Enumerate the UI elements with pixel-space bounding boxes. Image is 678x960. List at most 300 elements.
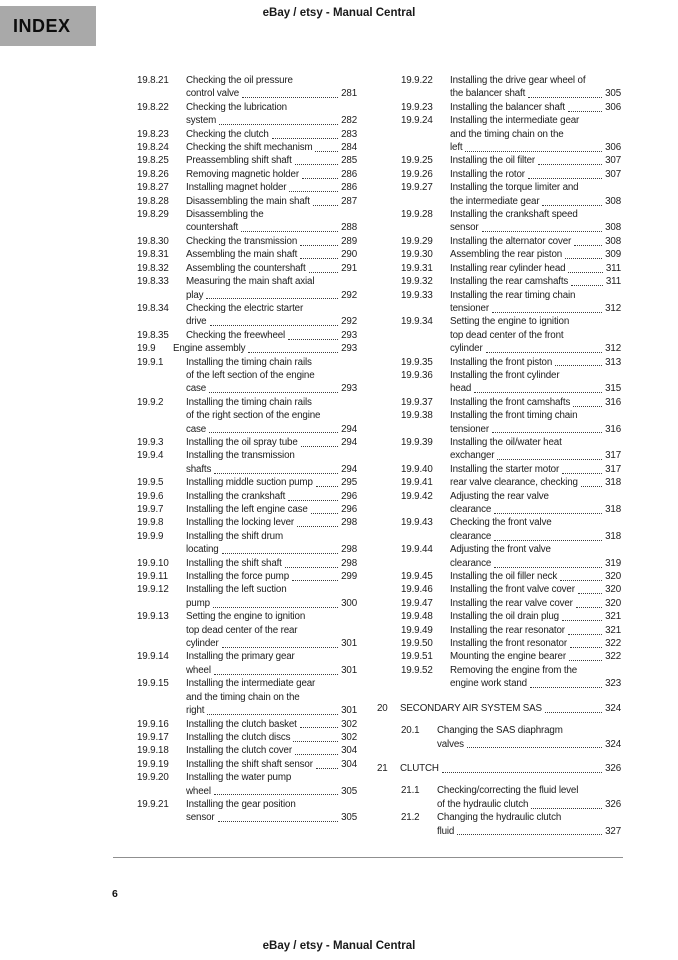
- toc-entry: [113, 610, 357, 650]
- toc-entry: [113, 718, 357, 731]
- toc-entry: [377, 262, 621, 275]
- toc-dot-leader: [562, 473, 602, 474]
- toc-entry-title-line: Installing the front cylinder: [450, 369, 560, 381]
- toc-entry-body: [437, 811, 621, 838]
- toc-entry-body: [450, 289, 621, 316]
- toc-entry-title: Installing the balancer shaft: [450, 101, 565, 113]
- toc-entry-title: the balancer shaft: [450, 88, 526, 100]
- toc-entry-page: 317: [605, 450, 621, 462]
- toc-dot-leader: [313, 205, 338, 206]
- toc-entry-title-line: and the timing chain on the: [186, 691, 300, 703]
- toc-entry-page: 295: [341, 477, 357, 489]
- toc-entry-title: CLUTCH: [400, 762, 439, 774]
- toc-entry-title: SECONDARY AIR SYSTEM SAS: [400, 702, 542, 714]
- toc-entry-last-line: [450, 342, 621, 355]
- toc-entry: [113, 476, 357, 489]
- toc-dot-leader: [292, 580, 338, 581]
- toc-entry-number: 19.9.24: [401, 115, 433, 127]
- toc-entry-number: 19.9.28: [401, 209, 433, 221]
- toc-entry: [377, 610, 621, 623]
- toc-entry-title-line: Installing the water pump: [186, 772, 292, 784]
- toc-entry-number: 19.9.6: [137, 490, 164, 502]
- toc-entry-body: [186, 677, 357, 717]
- toc-entry-last-line: [450, 476, 621, 489]
- toc-entry-title: Checking the shift mechanism: [186, 142, 313, 154]
- toc-entry: [377, 101, 621, 114]
- toc-entry-title: of the hydraulic clutch: [437, 798, 529, 810]
- toc-entry-body: [186, 396, 357, 436]
- toc-dot-leader: [570, 647, 602, 648]
- footer-rule: [113, 857, 623, 858]
- toc-entry-body: [186, 503, 357, 516]
- toc-entry-body: [450, 597, 621, 610]
- toc-entry-body: [186, 235, 357, 248]
- toc-entry-title: Installing middle suction pump: [186, 477, 313, 489]
- toc-entry-title: Installing the oil filler neck: [450, 571, 558, 583]
- toc-entry-number: 19.9.41: [401, 477, 433, 489]
- toc-entry-body: [450, 490, 621, 517]
- toc-entry-title-line: Installing the timing chain rails: [186, 396, 312, 408]
- toc-entry-body: [186, 141, 357, 154]
- toc-entry-title-line: of the left section of the engine: [186, 369, 315, 381]
- toc-entry: [377, 543, 621, 570]
- toc-dot-leader: [497, 459, 602, 460]
- toc-entry-page: 302: [341, 718, 357, 730]
- toc-entry-title: Checking the clutch: [186, 128, 269, 140]
- toc-entry-number: 19.8.27: [137, 182, 169, 194]
- toc-entry-page: 307: [605, 168, 621, 180]
- toc-entry: [377, 248, 621, 261]
- toc-entry-number: 19.9.1: [137, 356, 164, 368]
- toc-dot-leader: [302, 178, 338, 179]
- toc-entry-title: shafts: [186, 463, 212, 475]
- toc-dot-leader: [309, 272, 339, 273]
- toc-dot-leader: [222, 647, 339, 648]
- toc-entry-title: system: [186, 115, 217, 127]
- toc-dot-leader: [555, 365, 602, 366]
- toc-entry-body: [437, 784, 621, 811]
- toc-entry-page: 306: [605, 101, 621, 113]
- toc-entry: [377, 315, 621, 355]
- toc-entry-page: 285: [341, 155, 357, 167]
- toc-entry-last-line: [450, 624, 621, 637]
- toc-entry-number: 19.8.30: [137, 235, 169, 247]
- toc-entry: [377, 74, 621, 101]
- toc-dot-leader: [209, 432, 338, 433]
- toc-entry-page: 286: [341, 182, 357, 194]
- toc-dot-leader: [214, 473, 338, 474]
- toc-entry-body: [450, 436, 621, 463]
- toc-entry-body: [173, 342, 357, 355]
- toc-dot-leader: [213, 607, 338, 608]
- toc-dot-leader: [562, 620, 602, 621]
- toc-entry: [113, 677, 357, 717]
- toc-entry-page: 321: [605, 611, 621, 623]
- toc-entry: [113, 168, 357, 181]
- toc-entry-page: 320: [605, 597, 621, 609]
- toc-entry: [377, 490, 621, 517]
- toc-entry-number: 19.9.9: [137, 530, 164, 542]
- toc-entry-last-line: [186, 543, 357, 556]
- toc-dot-leader: [560, 580, 602, 581]
- toc-entry-number: 19.9.13: [137, 611, 169, 623]
- toc-entry-page: 324: [605, 738, 621, 750]
- toc-entry-body: [450, 650, 621, 663]
- toc-entry: [377, 724, 621, 751]
- toc-entry-last-line: [450, 503, 621, 516]
- toc-dot-leader: [214, 794, 338, 795]
- toc-entry-last-line: [186, 195, 357, 208]
- toc-entry: [113, 248, 357, 261]
- toc-entry-last-line: [186, 154, 357, 167]
- toc-entry-number: 19.9.5: [137, 477, 164, 489]
- toc-entry-last-line: [186, 87, 357, 100]
- toc-entry-title: Installing the rear valve cover: [450, 597, 573, 609]
- toc-entry: [113, 329, 357, 342]
- toc-entry-title: case: [186, 383, 207, 395]
- toc-entry-title: Assembling the countershaft: [186, 262, 306, 274]
- toc-entry-body: [186, 449, 357, 476]
- toc-entry-last-line: [437, 825, 621, 838]
- toc-dot-leader: [574, 245, 602, 246]
- toc-entry-number: 19.8.23: [137, 128, 169, 140]
- toc-entry-number: 21: [377, 762, 388, 774]
- toc-entry-number: 19.9.35: [401, 356, 433, 368]
- toc-entry-body: [186, 530, 357, 557]
- toc-dot-leader: [467, 747, 602, 748]
- toc-entry-last-line: [450, 463, 621, 476]
- toc-entry-page: 316: [605, 396, 621, 408]
- toc-entry: [113, 302, 357, 329]
- toc-entry-body: [450, 154, 621, 167]
- toc-entry-page: 315: [605, 383, 621, 395]
- toc-entry-page: 293: [341, 343, 357, 355]
- toc-entry-number: 19.9.46: [401, 584, 433, 596]
- toc-entry-title: locating: [186, 544, 219, 556]
- toc-entry-title-line: Checking the front valve: [450, 517, 552, 529]
- toc-entry-number: 19.9.20: [137, 772, 169, 784]
- toc-entry-body: [450, 396, 621, 409]
- toc-entry-page: 308: [605, 235, 621, 247]
- toc-dot-leader: [492, 432, 602, 433]
- toc-entry-title: Installing the front camshafts: [450, 396, 571, 408]
- toc-dot-leader: [288, 500, 338, 501]
- toc-entry-body: [186, 583, 357, 610]
- toc-entry-number: 21.1: [401, 785, 420, 797]
- toc-entry: [113, 449, 357, 476]
- toc-entry-number: 19.8.29: [137, 209, 169, 221]
- toc-entry-page: 287: [341, 195, 357, 207]
- toc-entry-last-line: [450, 677, 621, 690]
- toc-entry-title: drive: [186, 316, 207, 328]
- toc-entry-number: 19.9.36: [401, 369, 433, 381]
- toc-entry-last-line: [186, 262, 357, 275]
- toc-entry-title: countershaft: [186, 222, 239, 234]
- toc-entry: [377, 784, 621, 811]
- toc-entry-number: 19.9.42: [401, 490, 433, 502]
- toc-entry: [113, 744, 357, 757]
- toc-entry-page: 282: [341, 115, 357, 127]
- toc-entry: [113, 275, 357, 302]
- toc-entry: [377, 637, 621, 650]
- toc-entry-last-line: [186, 436, 357, 449]
- toc-entry: [113, 101, 357, 128]
- toc-entry-page: 311: [605, 262, 621, 274]
- toc-entry-page: 327: [605, 825, 621, 837]
- toc-entry-body: [186, 610, 357, 650]
- toc-entry-number: 19.9.34: [401, 316, 433, 328]
- toc-entry-title: Assembling the rear piston: [450, 249, 563, 261]
- toc-entry-title: Installing the front resonator: [450, 638, 567, 650]
- toc-dot-leader: [542, 205, 602, 206]
- toc-entry-number: 19.9.50: [401, 638, 433, 650]
- toc-entry-title: cylinder: [450, 343, 483, 355]
- toc-entry-title: Installing the locking lever: [186, 517, 294, 529]
- toc-dot-leader: [316, 486, 338, 487]
- toc-dot-leader: [242, 97, 338, 98]
- toc-dot-leader: [241, 231, 338, 232]
- toc-entry-title: play: [186, 289, 204, 301]
- toc-entry: [377, 154, 621, 167]
- toc-entry-body: [450, 570, 621, 583]
- toc-dot-leader: [214, 674, 338, 675]
- toc-entry-page: 298: [341, 557, 357, 569]
- toc-entry-number: 19.9.2: [137, 396, 164, 408]
- toc-entry: [113, 141, 357, 154]
- toc-entry-title: Checking the freewheel: [186, 329, 286, 341]
- toc-dot-leader: [482, 231, 603, 232]
- toc-entry-number: 19.9.8: [137, 517, 164, 529]
- toc-column-right: [377, 74, 621, 838]
- toc-entry: [113, 731, 357, 744]
- toc-entry-number: 19.9.17: [137, 731, 169, 743]
- toc-entry-title: Installing the left engine case: [186, 504, 308, 515]
- toc-entry-last-line: [186, 289, 357, 302]
- toc-entry-page: 322: [605, 651, 621, 663]
- toc-entry-title: head: [450, 383, 472, 395]
- toc-entry-page: 316: [605, 423, 621, 435]
- toc-entry: [377, 664, 621, 691]
- toc-entry-body: [186, 181, 357, 194]
- toc-entry-last-line: [450, 275, 621, 288]
- toc-entry-page: 283: [341, 128, 357, 140]
- toc-entry-title-line: Installing the oil/water heat: [450, 436, 562, 448]
- toc-entry-title-line: Setting the engine to ignition: [450, 316, 570, 328]
- toc-entry-number: 19.9.11: [137, 571, 168, 583]
- toc-entry-last-line: [400, 702, 621, 715]
- toc-dot-leader: [457, 834, 602, 835]
- toc-dot-leader: [222, 553, 339, 554]
- toc-entry-page: 322: [605, 638, 621, 650]
- toc-entry-last-line: [186, 181, 357, 194]
- toc-entry-number: 19.9.43: [401, 517, 433, 529]
- toc-entry: [113, 650, 357, 677]
- toc-dot-leader: [494, 513, 602, 514]
- toc-entry-number: 19.9.31: [401, 262, 433, 274]
- toc-entry-last-line: [450, 396, 621, 409]
- toc-entry-page: 293: [341, 329, 357, 341]
- toc-entry-page: 298: [341, 544, 357, 556]
- toc-entry: [377, 114, 621, 154]
- toc-dot-leader: [573, 406, 602, 407]
- toc-entry-page: 286: [341, 168, 357, 180]
- toc-entry-page: 284: [341, 142, 357, 154]
- toc-entry-page: 294: [341, 436, 357, 448]
- toc-entry-page: 326: [605, 798, 621, 810]
- toc-entry-title-line: Installing the rear timing chain: [450, 289, 576, 301]
- toc-entry-title: Installing the shift shaft: [186, 557, 282, 569]
- toc-entry-page: 317: [605, 463, 621, 475]
- toc-entry-last-line: [186, 490, 357, 503]
- toc-entry-title: clearance: [450, 557, 492, 569]
- toc-entry-last-line: [450, 597, 621, 610]
- toc-dot-leader: [531, 808, 602, 809]
- toc-entry-page: 292: [341, 316, 357, 328]
- toc-entry-last-line: [186, 128, 357, 141]
- toc-entry-last-line: [450, 530, 621, 543]
- toc-dot-leader: [315, 151, 338, 152]
- toc-entry-page: 296: [341, 504, 357, 515]
- toc-entry-number: 21.2: [401, 812, 420, 824]
- toc-dot-leader: [494, 567, 602, 568]
- toc-entry-page: 320: [605, 584, 621, 596]
- toc-entry-page: 296: [341, 490, 357, 502]
- toc-entry-last-line: [450, 449, 621, 462]
- toc-dot-leader: [300, 727, 338, 728]
- toc-entry-last-line: [450, 610, 621, 623]
- toc-entry-last-line: [450, 235, 621, 248]
- toc-entry: [113, 181, 357, 194]
- toc-entry-body: [400, 702, 621, 715]
- toc-entry-title: Installing the oil spray tube: [186, 436, 298, 448]
- toc-dot-leader: [528, 97, 602, 98]
- toc-entry: [113, 771, 357, 798]
- toc-entry-page: 308: [605, 222, 621, 234]
- toc-dot-leader: [528, 178, 602, 179]
- toc-entry-last-line: [450, 141, 621, 154]
- toc-entry-title: Installing the force pump: [186, 571, 289, 583]
- toc-entry-body: [186, 128, 357, 141]
- toc-entry-title: Installing the oil filter: [450, 155, 536, 167]
- toc-entry-title: exchanger: [450, 450, 495, 462]
- toc-entry: [377, 516, 621, 543]
- toc-entry-number: 19.8.25: [137, 155, 169, 167]
- toc-entry-title-line: Setting the engine to ignition: [186, 611, 306, 623]
- toc-entry-body: [450, 235, 621, 248]
- toc-entry-last-line: [186, 423, 357, 436]
- toc-entry-page: 298: [341, 517, 357, 529]
- toc-entry-last-line: [186, 168, 357, 181]
- toc-entry-body: [186, 650, 357, 677]
- toc-dot-leader: [289, 191, 338, 192]
- toc-dot-leader: [494, 540, 602, 541]
- toc-entry-body: [450, 463, 621, 476]
- toc-entry-title: tensioner: [450, 302, 489, 314]
- toc-entry-title-line: of the right section of the engine: [186, 410, 321, 422]
- toc-entry-last-line: [450, 356, 621, 369]
- toc-entry-title: control valve: [186, 88, 240, 100]
- toc-entry-page: 300: [341, 597, 357, 609]
- toc-entry-last-line: [450, 101, 621, 114]
- toc-entry: [377, 597, 621, 610]
- toc-entry-last-line: [450, 583, 621, 596]
- toc-dot-leader: [207, 714, 338, 715]
- toc-entry-number: 19.9.7: [137, 504, 164, 515]
- toc-entry-last-line: [186, 463, 357, 476]
- toc-entry-body: [450, 101, 621, 114]
- toc-entry-title: clearance: [450, 504, 492, 515]
- toc-entry-title: Installing magnet holder: [186, 182, 287, 194]
- toc-entry-title: left: [450, 142, 463, 154]
- toc-entry-number: 19.9.12: [137, 584, 169, 596]
- toc-dot-leader: [568, 634, 602, 635]
- toc-dot-leader: [545, 712, 602, 713]
- toc-entry-page: 293: [341, 383, 357, 395]
- toc-entry-page: 302: [341, 731, 357, 743]
- toc-entry-last-line: [186, 570, 357, 583]
- toc-entry: [113, 758, 357, 771]
- toc-entry-title-line: Installing the torque limiter and: [450, 182, 579, 194]
- toc-entry: [377, 181, 621, 208]
- toc-entry-last-line: [400, 762, 621, 775]
- toc-entry-number: 19.9.51: [401, 651, 433, 663]
- toc-entry-page: 304: [341, 758, 357, 770]
- toc-entry-last-line: [186, 731, 357, 744]
- toc-entry: [113, 208, 357, 235]
- toc-entry: [377, 811, 621, 838]
- toc-entry: [113, 436, 357, 449]
- toc-entry-title: Checking the transmission: [186, 235, 298, 247]
- toc-entry-last-line: [186, 811, 357, 824]
- toc-dot-leader: [474, 392, 602, 393]
- toc-entry-last-line: [186, 221, 357, 234]
- toc-entry-number: 19.8.34: [137, 302, 169, 314]
- toc-entry-number: 19.9.10: [137, 557, 169, 569]
- toc-entry-body: [450, 637, 621, 650]
- toc-dot-leader: [272, 138, 338, 139]
- toc-entry-title: Assembling the main shaft: [186, 249, 298, 261]
- toc-entry-title: the intermediate gear: [450, 195, 540, 207]
- toc-entry-title: Installing the front valve cover: [450, 584, 575, 596]
- toc-entry-page: 323: [605, 678, 621, 690]
- toc-entry-title: Installing the front piston: [450, 356, 553, 368]
- toc-entry-number: 19.9.40: [401, 463, 433, 475]
- toc-entry-number: 19.9.49: [401, 624, 433, 636]
- toc-entry-page: 294: [341, 463, 357, 475]
- toc-dot-leader: [285, 567, 338, 568]
- toc-entry-body: [186, 168, 357, 181]
- toc-entry-title: Installing the oil drain plug: [450, 611, 559, 623]
- toc-entry: [113, 583, 357, 610]
- toc-entry: [113, 235, 357, 248]
- toc-entry-title: wheel: [186, 785, 211, 797]
- toc-entry-title: case: [186, 423, 207, 435]
- toc-entry-number: 19.9.45: [401, 571, 433, 583]
- toc-entry-body: [186, 516, 357, 529]
- toc-entry: [113, 530, 357, 557]
- toc-entry-title-line: Installing the shift drum: [186, 530, 283, 542]
- toc-dot-leader: [300, 258, 338, 259]
- toc-entry-page: 291: [341, 262, 357, 274]
- toc-dot-leader: [288, 339, 338, 340]
- toc-entry: [113, 798, 357, 825]
- toc-dot-leader: [295, 164, 338, 165]
- toc-entry-title-line: Measuring the main shaft axial: [186, 276, 315, 288]
- toc-entry-title-line: Installing the crankshaft speed: [450, 209, 578, 221]
- toc-entry: [377, 168, 621, 181]
- toc-entry-body: [186, 154, 357, 167]
- toc-entry-page: 305: [605, 88, 621, 100]
